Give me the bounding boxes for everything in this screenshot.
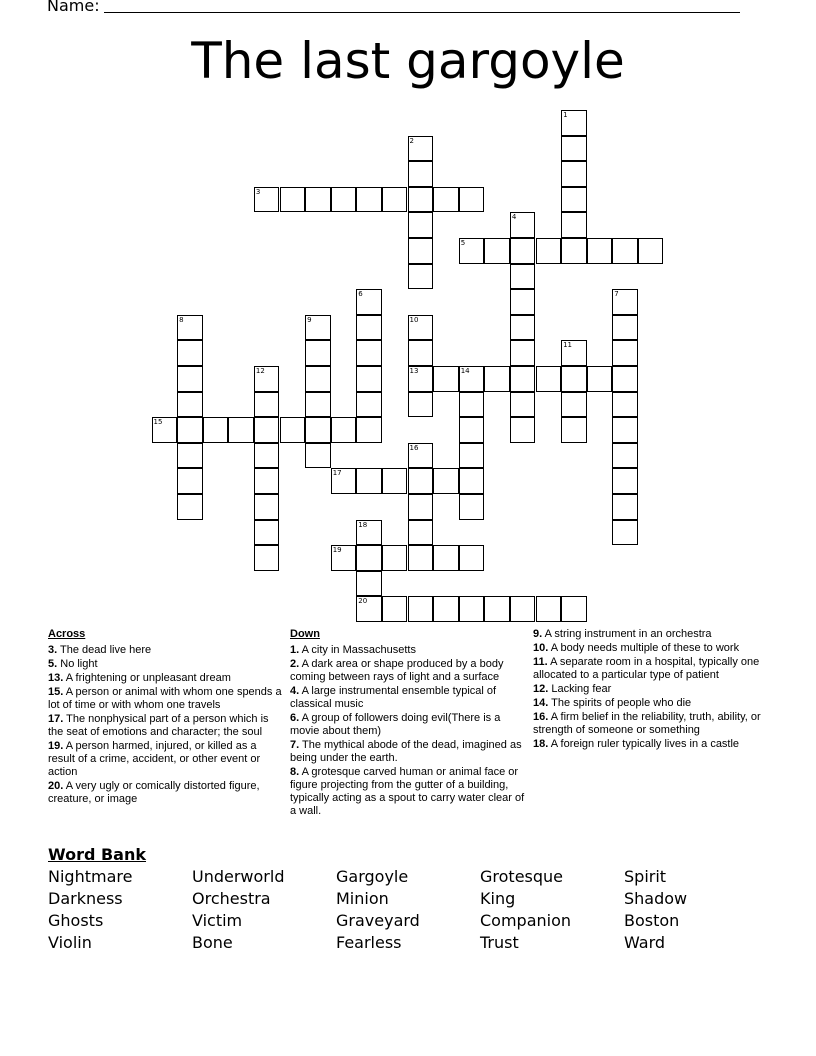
grid-cell[interactable] (177, 494, 203, 520)
clue: 19. A person harmed, injured, or killed as a result of a crime, accident, or other event or action (48, 740, 261, 778)
grid-cell[interactable] (382, 468, 408, 494)
grid-cell[interactable] (561, 417, 587, 443)
clue-number: 11. (533, 656, 548, 668)
grid-cell[interactable] (254, 443, 280, 469)
clue-number: 16. (533, 711, 549, 723)
grid-cell[interactable] (433, 468, 459, 494)
grid-cell[interactable] (459, 596, 485, 622)
grid-cell[interactable] (408, 366, 434, 392)
clue-number: 7 (614, 290, 619, 299)
puzzle-title: The last gargoyle (191, 32, 625, 90)
word-bank-word: Ghosts (48, 911, 104, 930)
clue: 10. A body needs multiple of these to work (533, 642, 740, 654)
clue: 6. A group of followers doing evil(There is a movie about them) (290, 712, 501, 737)
word-bank-word: Trust (480, 933, 519, 952)
grid-cell[interactable] (510, 417, 536, 443)
grid-cell[interactable] (331, 468, 357, 494)
grid-cell[interactable] (382, 596, 408, 622)
word-bank-word: Shadow (624, 889, 688, 908)
grid-cell[interactable] (612, 238, 638, 264)
clue-number: 12 (255, 367, 265, 375)
grid-cell[interactable] (254, 392, 280, 418)
grid-cell[interactable] (561, 212, 587, 238)
grid-cell[interactable] (408, 136, 434, 162)
grid-cell[interactable] (408, 340, 434, 366)
grid-cell[interactable] (561, 392, 587, 418)
clue-number: 12. (533, 683, 549, 695)
grid-cell[interactable] (254, 468, 280, 494)
grid-cell[interactable] (536, 366, 562, 392)
clue-number: 16 (409, 443, 419, 452)
clue: 4. A large instrumental ensemble typical of classical music (290, 685, 497, 710)
grid-cell[interactable] (408, 596, 434, 622)
grid-cell[interactable] (459, 187, 485, 213)
grid-cell[interactable] (510, 315, 536, 341)
grid-cell[interactable] (177, 366, 203, 392)
clue-number: 15 (153, 418, 163, 427)
name-label: Name: (47, 0, 100, 15)
grid-cell[interactable] (612, 468, 638, 494)
clue: 9. A string instrument in an orchestra (533, 628, 712, 640)
grid-cell[interactable] (459, 443, 485, 469)
clue: 8. A grotesque carved human or animal face or figure projecting from the gutter of a building, typically acting as a spout to carry water clear of a wall. (290, 766, 525, 817)
grid-cell[interactable] (228, 417, 254, 443)
grid-cell[interactable] (612, 494, 638, 520)
grid-cell[interactable] (356, 340, 382, 366)
grid-cell[interactable] (305, 443, 331, 469)
grid-cell[interactable] (408, 187, 434, 213)
clue-number: 20 (358, 597, 368, 606)
grid-cell[interactable] (433, 545, 459, 571)
clue-number: 2 (409, 136, 414, 145)
grid-cell[interactable] (459, 545, 485, 571)
clue: 7. The mythical abode of the dead, imagined as being under the earth. (290, 739, 522, 764)
clue: 12. Lacking fear (533, 683, 612, 695)
clue-number: 6 (358, 290, 363, 299)
grid-cell[interactable] (356, 596, 382, 622)
grid-cell[interactable] (177, 468, 203, 494)
grid-cell[interactable] (356, 187, 382, 213)
grid-cell[interactable] (408, 443, 434, 469)
word-bank-word: Fearless (336, 933, 402, 952)
grid-cell[interactable] (280, 187, 306, 213)
clue-number: 1 (563, 111, 568, 119)
clue: 17. The nonphysical part of a person which is the seat of emotions and character; the soul (48, 713, 269, 738)
grid-cell[interactable] (177, 340, 203, 366)
grid-cell[interactable] (305, 366, 331, 392)
grid-cell[interactable] (331, 187, 357, 213)
grid-cell[interactable] (305, 187, 331, 213)
clue: 3. The dead live here (48, 644, 152, 656)
word-bank-word: King (480, 889, 516, 908)
grid-cell[interactable] (356, 366, 382, 392)
grid-cell[interactable] (254, 545, 280, 571)
grid-cell[interactable] (561, 161, 587, 187)
grid-cell[interactable] (408, 212, 434, 238)
clue-number: 9 (307, 315, 312, 324)
grid-cell[interactable] (612, 366, 638, 392)
word-bank-word: Nightmare (48, 867, 133, 886)
clue-number: 19 (332, 546, 342, 555)
grid-cell[interactable] (408, 468, 434, 494)
clue-number: 19. (48, 740, 64, 752)
grid-cell[interactable] (356, 545, 382, 571)
clue-number: 7. (290, 739, 300, 751)
grid-cell[interactable] (408, 264, 434, 290)
clue-number: 18. (533, 738, 549, 750)
clue-number: 17 (332, 469, 342, 478)
grid-cell[interactable] (177, 443, 203, 469)
grid-cell[interactable] (305, 417, 331, 443)
clue-number: 10 (409, 315, 419, 324)
grid-cell[interactable] (280, 417, 306, 443)
down-clues-continued (533, 628, 769, 752)
grid-cell[interactable] (356, 520, 382, 546)
grid-cell[interactable] (484, 596, 510, 622)
clue-number: 14 (460, 367, 470, 375)
grid-cell[interactable] (459, 494, 485, 520)
grid-cell[interactable] (510, 392, 536, 418)
grid-cell[interactable] (459, 238, 485, 264)
word-bank-word: Underworld (192, 867, 285, 886)
clue-number: 13. (48, 672, 64, 684)
word-bank-title: Word Bank (48, 845, 147, 864)
word-bank-word: Ward (624, 933, 666, 952)
grid-cell[interactable] (536, 238, 562, 264)
grid-cell[interactable] (254, 520, 280, 546)
grid-cell[interactable] (561, 136, 587, 162)
clue: 16. A firm belief in the reliability, truth, ability, or strength of someone or something (533, 711, 761, 736)
grid-cell[interactable] (408, 161, 434, 187)
grid-cell[interactable] (177, 315, 203, 341)
grid-cell[interactable] (587, 366, 613, 392)
clue-number: 18 (358, 520, 368, 529)
grid-cell[interactable] (561, 366, 587, 392)
grid-cell[interactable] (177, 392, 203, 418)
grid-cell[interactable] (254, 187, 280, 213)
clue-number: 3. (48, 644, 58, 656)
clue-number: 1. (290, 644, 300, 656)
grid-cell[interactable] (203, 417, 229, 443)
grid-cell[interactable] (612, 289, 638, 315)
word-bank-word: Spirit (624, 867, 667, 886)
clue-number: 9. (533, 628, 543, 640)
clue-number: 11 (563, 341, 573, 350)
grid-cell[interactable] (356, 392, 382, 418)
clue-number: 4 (511, 213, 517, 222)
word-bank-word: Graveyard (336, 911, 420, 930)
clue-number: 8. (290, 766, 300, 778)
clue-number: 13 (409, 367, 419, 375)
grid-cell[interactable] (177, 417, 203, 443)
word-bank-word: Orchestra (192, 889, 271, 908)
grid-cell[interactable] (433, 366, 459, 392)
clue-number: 10. (533, 642, 549, 654)
grid-cell[interactable] (408, 545, 434, 571)
grid-cell[interactable] (408, 392, 434, 418)
clue-number: 20. (48, 780, 64, 792)
grid-cell[interactable] (510, 264, 536, 290)
grid-cell[interactable] (382, 187, 408, 213)
grid-cell[interactable] (510, 212, 536, 238)
clue-number: 15. (48, 686, 64, 698)
word-bank-word: Gargoyle (336, 867, 409, 886)
grid-cell[interactable] (612, 340, 638, 366)
grid-cell[interactable] (331, 417, 357, 443)
word-bank-word: Bone (192, 933, 233, 952)
clue-number: 17. (48, 713, 64, 725)
clue-number: 6. (290, 712, 300, 724)
clue-number: 4. (290, 685, 300, 697)
grid-cell[interactable] (254, 494, 280, 520)
grid-cell[interactable] (254, 366, 280, 392)
grid-cell[interactable] (561, 596, 587, 622)
grid-cell[interactable] (459, 366, 485, 392)
clue-number: 14. (533, 697, 549, 709)
word-bank-word: Minion (336, 889, 389, 908)
clue-number: 5 (460, 239, 466, 247)
grid-cell[interactable] (484, 366, 510, 392)
across-heading: Across (48, 628, 86, 640)
clue: 5. No light (48, 658, 98, 670)
grid-cell[interactable] (484, 238, 510, 264)
word-bank-word: Companion (480, 911, 572, 930)
word-bank-word: Grotesque (480, 867, 564, 886)
word-bank (48, 867, 768, 952)
clue-number: 5. (48, 658, 58, 670)
grid-cell[interactable] (356, 417, 382, 443)
grid-cell[interactable] (510, 366, 536, 392)
clue: 15. A person or animal with whom one spends a lot of time or with whom one travels (48, 686, 282, 711)
grid-cell[interactable] (459, 417, 485, 443)
grid-cell[interactable] (331, 545, 357, 571)
grid-cell[interactable] (510, 289, 536, 315)
grid-cell[interactable] (356, 289, 382, 315)
clue: 14. The spirits of people who die (533, 697, 692, 709)
grid-cell[interactable] (459, 468, 485, 494)
grid-cell[interactable] (408, 315, 434, 341)
grid-cell[interactable] (510, 340, 536, 366)
down-heading: Down (290, 628, 320, 640)
clue-number: 3 (255, 187, 261, 196)
grid-cell[interactable] (356, 571, 382, 597)
grid-cell[interactable] (561, 110, 587, 136)
grid-cell[interactable] (305, 340, 331, 366)
grid-cell[interactable] (510, 596, 536, 622)
down-clues (290, 628, 526, 819)
clue: 18. A foreign ruler typically lives in a castle (533, 738, 740, 750)
grid-cell[interactable] (612, 443, 638, 469)
grid-cell[interactable] (433, 596, 459, 622)
grid-cell[interactable] (612, 417, 638, 443)
grid-cell[interactable] (638, 238, 664, 264)
grid-cell[interactable] (356, 315, 382, 341)
clue: 20. A very ugly or comically distorted figure, creature, or image (48, 780, 260, 805)
grid-cell[interactable] (561, 187, 587, 213)
grid-cell[interactable] (408, 238, 434, 264)
grid-cell[interactable] (612, 520, 638, 546)
grid-cell[interactable] (612, 315, 638, 341)
word-bank-word: Darkness (48, 889, 123, 908)
clue: 11. A separate room in a hospital, typically one allocated to a particular type of patient (533, 656, 760, 681)
clue-number: 2. (290, 658, 300, 670)
grid-cell[interactable] (305, 315, 331, 341)
grid-cell[interactable] (408, 520, 434, 546)
clue-number: 8 (179, 315, 184, 324)
word-bank-word: Violin (48, 933, 92, 952)
grid-cell[interactable] (305, 392, 331, 418)
word-bank-word: Boston (624, 911, 680, 930)
grid-cell[interactable] (433, 187, 459, 213)
grid-cell[interactable] (152, 417, 178, 443)
grid-cell[interactable] (510, 238, 536, 264)
grid-cell[interactable] (561, 340, 587, 366)
clue: 13. A frightening or unpleasant dream (48, 672, 231, 684)
grid-cell[interactable] (612, 392, 638, 418)
grid-cell[interactable] (561, 238, 587, 264)
grid-cell[interactable] (587, 238, 613, 264)
grid-cell[interactable] (536, 596, 562, 622)
grid-cell[interactable] (408, 494, 434, 520)
word-bank-word: Victim (192, 911, 243, 930)
clue: 1. A city in Massachusetts (290, 644, 416, 656)
clue: 2. A dark area or shape produced by a body coming between rays of light and a surface (290, 658, 504, 683)
across-clues (48, 628, 284, 807)
grid-cell[interactable] (459, 392, 485, 418)
grid-cell[interactable] (356, 468, 382, 494)
grid-cell[interactable] (382, 545, 408, 571)
grid-cell[interactable] (254, 417, 280, 443)
